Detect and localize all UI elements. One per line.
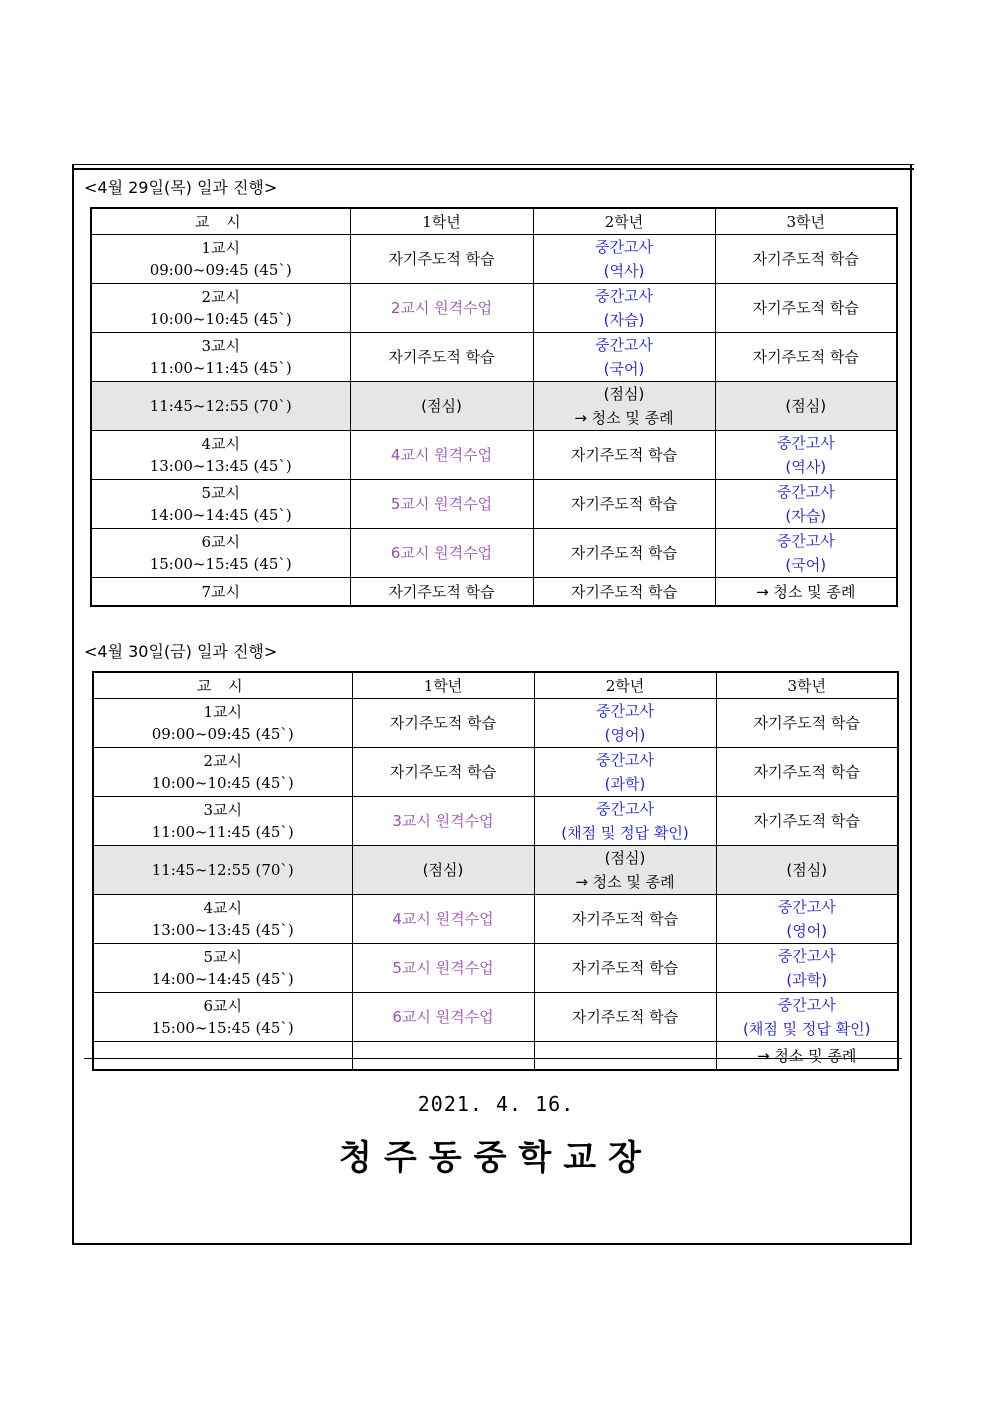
table-row	[91, 529, 897, 578]
grade-cell-g3	[715, 382, 897, 431]
header-row	[93, 672, 898, 699]
header-cell-3: 3학년	[716, 672, 898, 699]
period-cell	[91, 480, 350, 529]
cell-text: (점심)	[603, 385, 645, 403]
cell-text: 4교시 원격수업	[392, 910, 494, 928]
period-cell	[91, 235, 350, 284]
grade-cell-g3	[716, 1042, 898, 1071]
header-row	[91, 208, 897, 235]
period-name: 2교시	[201, 288, 241, 306]
table-row	[91, 431, 897, 480]
period-cell	[91, 284, 350, 333]
grade-cell-g3	[715, 431, 897, 480]
table-row	[93, 748, 898, 797]
grade-cell-g2	[533, 578, 715, 607]
table-row	[93, 699, 898, 748]
table-row	[91, 235, 897, 284]
grade-cell-g3	[716, 797, 898, 846]
table-row	[93, 1042, 898, 1071]
cell-text: (점심)	[421, 397, 462, 415]
cell-text: 자기주도적 학습	[570, 495, 678, 513]
grade-cell-g2	[533, 235, 715, 284]
period-name: 1교시	[203, 703, 243, 721]
period-cell	[91, 431, 350, 480]
cell-text: 자기주도적 학습	[571, 1008, 679, 1026]
cell-text: 자기주도적 학습	[571, 959, 679, 977]
grade-cell-g3	[716, 846, 898, 895]
grade-cell-g1	[350, 431, 533, 480]
period-name: 4교시	[203, 899, 243, 917]
cell-text: 자기주도적 학습	[571, 910, 679, 928]
table-row	[93, 797, 898, 846]
table-row	[91, 480, 897, 529]
cell-text: → 청소 및 종례	[757, 1046, 857, 1065]
period-name: 4교시	[201, 435, 241, 453]
grade-cell-g2	[533, 529, 715, 578]
grade-cell-g2	[534, 993, 716, 1042]
cell-text: (점심)	[785, 397, 827, 415]
period-cell	[91, 529, 350, 578]
grade-cell-g3	[716, 944, 898, 993]
grade-cell-g2	[534, 1042, 716, 1071]
period-name: 6교시	[203, 997, 243, 1015]
period-cell	[93, 699, 352, 748]
grade-cell-g1	[352, 699, 534, 748]
table-row	[91, 578, 897, 607]
grade-cell-g3	[715, 480, 897, 529]
schedule-table-apr30	[92, 671, 899, 1071]
period-name: 7교시	[201, 582, 241, 601]
cell-text: 3교시 원격수업	[392, 812, 494, 830]
cell-text: 자기주도적 학습	[752, 299, 859, 317]
table-row	[93, 895, 898, 944]
cell-text: 중간고사	[596, 702, 654, 720]
grade-cell-g3	[716, 895, 898, 944]
cell-text: (영어)	[604, 726, 646, 744]
period-time: 09:00~09:45 (45`)	[151, 725, 294, 743]
cell-text: 자기주도적 학습	[388, 582, 495, 601]
cell-text: (자습)	[785, 507, 827, 525]
cell-text: 자기주도적 학습	[389, 763, 497, 781]
period-time: 09:00~09:45 (45`)	[149, 261, 292, 279]
grade-cell-g1	[350, 578, 533, 607]
cell-text: 자기주도적 학습	[570, 582, 678, 601]
cell-text: 자기주도적 학습	[753, 763, 860, 781]
cell-text: 중간고사	[595, 287, 653, 305]
period-cell	[93, 895, 352, 944]
cell-text: 6교시 원격수업	[392, 1008, 494, 1026]
cell-text: (점심)	[422, 861, 464, 879]
header-cell-0: 교 시	[93, 672, 352, 699]
grade-cell-g2	[534, 846, 716, 895]
cell-text: 중간고사	[776, 434, 835, 452]
grade-cell-g1	[350, 333, 533, 382]
cell-text: (점심)	[786, 861, 828, 879]
grade-cell-g2	[533, 333, 715, 382]
cell-text: (역사)	[785, 458, 827, 476]
period-name: 3교시	[201, 337, 241, 355]
header-cell-2: 2학년	[533, 208, 715, 235]
cell-text: (채점 및 정답 확인)	[561, 824, 689, 842]
cell-text: 자기주도적 학습	[753, 714, 860, 732]
period-time: 14:00~14:45 (45`)	[151, 970, 294, 988]
period-time: 10:00~10:45 (45`)	[151, 774, 294, 792]
grade-cell-g1	[352, 895, 534, 944]
header-cell-0: 교 시	[91, 208, 350, 235]
period-cell	[91, 333, 350, 382]
table-row	[93, 944, 898, 993]
grade-cell-g3	[716, 699, 898, 748]
issue-date: 2021. 4. 16.	[417, 1092, 575, 1116]
schedule-table-apr29	[90, 207, 898, 607]
period-name: 5교시	[201, 484, 241, 502]
cell-text: 자기주도적 학습	[570, 446, 678, 464]
period-cell	[93, 846, 352, 895]
cell-text: → 청소 및 종례	[575, 873, 675, 891]
cell-text: 중간고사	[595, 238, 653, 256]
table-row	[91, 284, 897, 333]
grade-cell-g1	[352, 846, 534, 895]
grade-cell-g2	[533, 480, 715, 529]
table-row	[91, 333, 897, 382]
header-cell-2: 2학년	[534, 672, 716, 699]
cell-text: (점심)	[604, 849, 646, 867]
grade-cell-g3	[715, 235, 897, 284]
header-cell-1: 1학년	[350, 208, 533, 235]
grade-cell-g2	[534, 797, 716, 846]
period-time: 13:00~13:45 (45`)	[151, 921, 294, 939]
cell-text: 자기주도적 학습	[389, 714, 497, 732]
grade-cell-g1	[352, 993, 534, 1042]
cell-text: 중간고사	[776, 532, 835, 550]
grade-cell-g1	[352, 1042, 534, 1071]
cell-text: (역사)	[603, 262, 645, 280]
period-cell	[93, 797, 352, 846]
header-cell-1: 1학년	[352, 672, 534, 699]
grade-cell-g3	[715, 284, 897, 333]
period-name: 2교시	[203, 752, 243, 770]
period-cell	[93, 944, 352, 993]
cell-text: 중간고사	[777, 996, 836, 1014]
cell-text: (과학)	[604, 775, 646, 793]
grade-cell-g3	[716, 748, 898, 797]
period-time: 15:00~15:45 (45`)	[149, 555, 292, 573]
grade-cell-g1	[350, 382, 533, 431]
section-title-apr30: <4월 30일(금) 일과 진행>	[84, 642, 278, 661]
signer-title: 청주동중학교장	[339, 1138, 653, 1178]
grade-cell-g2	[533, 431, 715, 480]
grade-cell-g3	[715, 578, 897, 607]
cell-text: 자기주도적 학습	[752, 348, 859, 366]
period-cell	[93, 748, 352, 797]
period-time: 10:00~10:45 (45`)	[149, 310, 292, 328]
cell-text: 자기주도적 학습	[570, 544, 678, 562]
cell-text: 4교시 원격수업	[390, 446, 493, 464]
grade-cell-g2	[533, 382, 715, 431]
table-row	[93, 993, 898, 1042]
section-divider	[84, 1058, 902, 1059]
cell-text: 자기주도적 학습	[388, 348, 495, 366]
cell-text: 자기주도적 학습	[752, 250, 859, 268]
grade-cell-g1	[350, 480, 533, 529]
period-name: 1교시	[201, 239, 241, 257]
grade-cell-g2	[534, 748, 716, 797]
grade-cell-g3	[715, 529, 897, 578]
grade-cell-g1	[352, 944, 534, 993]
period-cell	[93, 1042, 352, 1071]
cell-text: → 청소 및 종례	[574, 409, 674, 427]
cell-text: 6교시 원격수업	[390, 544, 493, 562]
grade-cell-g2	[534, 895, 716, 944]
cell-text: (채점 및 정답 확인)	[743, 1020, 871, 1038]
grade-cell-g2	[534, 699, 716, 748]
cell-text: 2교시 원격수업	[390, 299, 493, 317]
cell-text: 자기주도적 학습	[753, 812, 860, 830]
cell-text: 중간고사	[595, 336, 653, 354]
period-time: 15:00~15:45 (45`)	[151, 1019, 294, 1037]
period-name: 3교시	[203, 801, 243, 819]
grade-cell-g1	[350, 284, 533, 333]
cell-text: (국어)	[785, 556, 827, 574]
cell-text: 중간고사	[596, 751, 654, 769]
grade-cell-g2	[534, 944, 716, 993]
grade-cell-g3	[716, 993, 898, 1042]
period-cell	[91, 382, 350, 431]
lunch-row	[93, 846, 898, 895]
lunch-row	[91, 382, 897, 431]
grade-cell-g1	[350, 235, 533, 284]
period-time: 13:00~13:45 (45`)	[149, 457, 292, 475]
period-name: 6교시	[201, 533, 241, 551]
cell-text: 중간고사	[777, 947, 836, 965]
period-time: 11:00~11:45 (45`)	[151, 823, 294, 841]
period-cell	[93, 993, 352, 1042]
cell-text: 중간고사	[596, 800, 654, 818]
period-name: 5교시	[203, 948, 243, 966]
cell-text: 5교시 원격수업	[392, 959, 494, 977]
period-time: 14:00~14:45 (45`)	[149, 506, 292, 524]
section-title-apr29: <4월 29일(목) 일과 진행>	[84, 178, 278, 197]
cell-text: (자습)	[603, 311, 645, 329]
grade-cell-g1	[352, 748, 534, 797]
cell-text: 자기주도적 학습	[388, 250, 495, 268]
header-cell-3: 3학년	[715, 208, 897, 235]
period-time: 11:00~11:45 (45`)	[149, 359, 292, 377]
cell-text: (영어)	[786, 922, 828, 940]
cell-text: 중간고사	[777, 898, 836, 916]
grade-cell-g1	[352, 797, 534, 846]
cell-text: 중간고사	[776, 483, 835, 501]
cell-text: (국어)	[603, 360, 645, 378]
cell-text: → 청소 및 종례	[756, 582, 856, 601]
grade-cell-g1	[350, 529, 533, 578]
period-time: 11:45~12:55 (70`)	[149, 397, 292, 415]
period-time: 11:45~12:55 (70`)	[151, 861, 294, 879]
grade-cell-g2	[533, 284, 715, 333]
cell-text: (과학)	[786, 971, 828, 989]
cell-text: 5교시 원격수업	[390, 495, 493, 513]
period-cell	[91, 578, 350, 607]
grade-cell-g3	[715, 333, 897, 382]
